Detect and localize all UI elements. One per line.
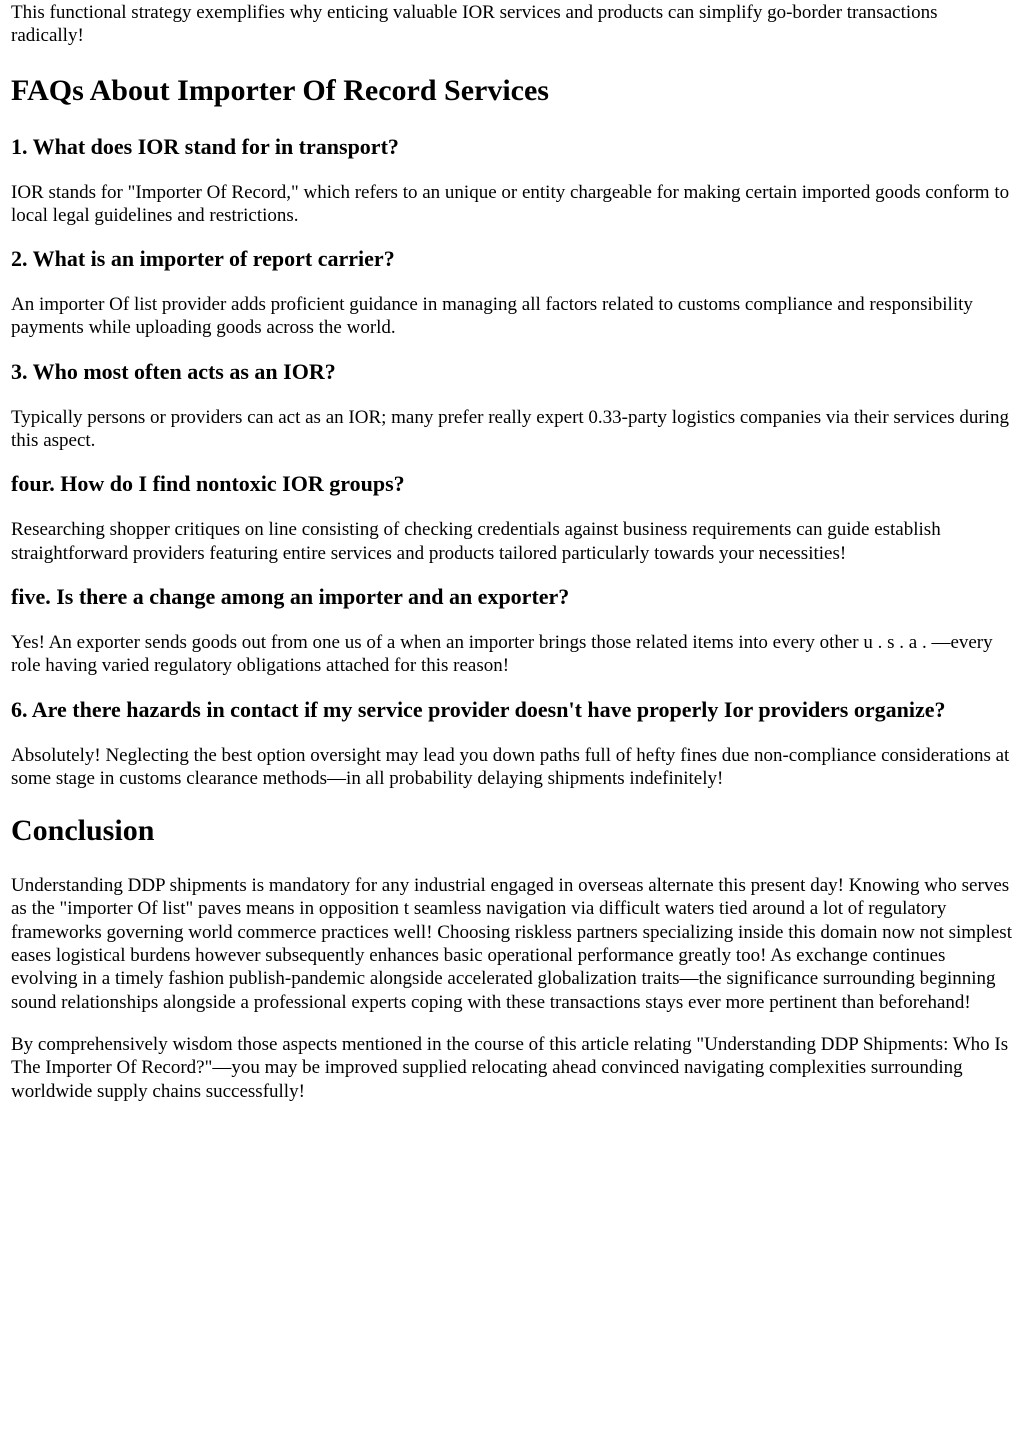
conclusion-title: Conclusion — [11, 814, 155, 848]
faq-answer: Absolutely! Neglecting the best option oversight may lead you down paths full of hefty fines due non-compliance considerations at some stage in customs clearance methods—in all probability delaying shipments indefinitely! — [11, 744, 1010, 789]
conclusion-paragraph-2: By comprehensively wisdom those aspects mentioned in the course of this article relating "Understanding DDP Shipments: Who Is The Importer Of Record?"—you may be improved supplied relocating ahead convinced navigating complexities surrounding worldwide supply chains successfully! — [11, 1033, 1009, 1102]
faq-item-5 — [11, 584, 1013, 678]
faq-answer: An importer Of list provider adds proficient guidance in managing all factors related to customs compliance and responsibility payments while uploading goods across the world. — [11, 294, 973, 339]
conclusion-paragraph-1: Understanding DDP shipments is mandatory for any industrial engaged in overseas alternate this present day! Knowing who serves as the "importer Of list" paves means in opposition t seamless navigation via difficult waters tied around a lot of regulatory frameworks governing world commerce practices well! Choosing riskless partners specializing inside this domain now not simplest eases logistical burdens however subsequently enhances basic operational performance greatly too! As exchange continues evolving in a timely fashion publish-pandemic alongside accelerated globalization traits—the significance surrounding beginning sound relationships alongside a professional experts coping with these transactions stays ever more pertinent than beforehand! — [11, 875, 1012, 1013]
faq-question: 6. Are there hazards in contact if my service provider doesn't have properly Ior providers organize? — [11, 696, 946, 722]
faq-list — [11, 134, 1013, 791]
faq-answer: Researching shopper critiques on line consisting of checking credentials against business requirements can guide establish straightforward providers featuring entire services and products tailored particularly towards your necessities! — [11, 519, 941, 564]
article-body — [0, 1, 1024, 1103]
faq-item-6 — [11, 697, 1013, 791]
faq-answer: Yes! An exporter sends goods out from one us of a when an importer brings those related items into every other u . s . a . —every role having varied regulatory obligations attached for this reason! — [11, 631, 993, 677]
faq-question: five. Is there a change among an importer and an exporter? — [11, 583, 570, 609]
faq-question: 2. What is an importer of report carrier? — [11, 246, 395, 272]
faq-item-4 — [11, 471, 1013, 565]
faq-answer: IOR stands for "Importer Of Record," which refers to an unique or entity chargeable for making certain imported goods conform to local legal guidelines and restrictions. — [11, 181, 1010, 226]
faq-question: 3. Who most often acts as an IOR? — [11, 358, 336, 384]
faq-question: 1. What does IOR stand for in transport? — [11, 133, 399, 159]
faq-answer: Typically persons or providers can act as an IOR; many prefer really expert 0.33-party logistics companies via their services during this aspect. — [11, 406, 1009, 452]
faq-item-1 — [11, 134, 1013, 228]
faq-item-2 — [11, 246, 1013, 340]
faq-item-3 — [11, 359, 1013, 453]
faq-section-title: FAQs About Importer Of Record Services — [11, 73, 549, 107]
intro-paragraph: This functional strategy exemplifies why enticing valuable IOR services and products can simplify go-border transactions radically! — [11, 2, 938, 47]
faq-question: four. How do I find nontoxic IOR groups? — [11, 471, 405, 497]
